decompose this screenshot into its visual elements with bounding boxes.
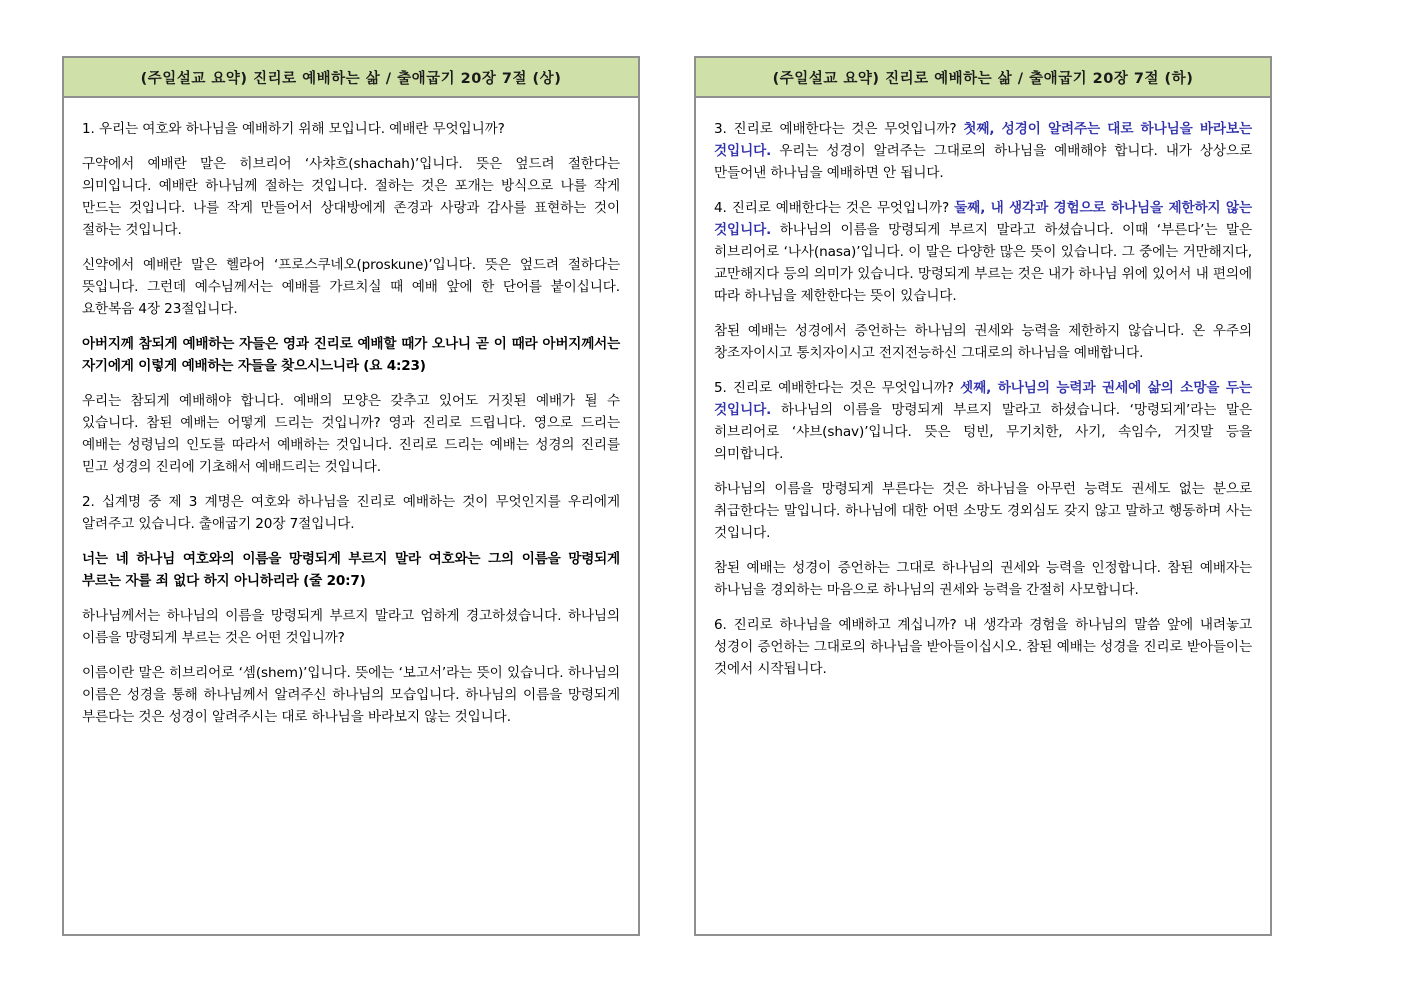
paragraph: 2. 십계명 중 제 3 계명은 여호와 하나님을 진리로 예배하는 것이 무엇인지를 우리에게 알려주고 있습니다. 출애굽기 20장 7절입니다. [82,494,620,533]
paragraph: 참된 예배는 성경에서 증언하는 하나님의 권세와 능력을 제한하지 않습니다. 온 우주의 창조자이시고 통치자이시고 전지전능하신 그대로의 하나님을 예배합니다. [714,323,1252,362]
paragraph: 하나님의 이름을 망령되게 부른다는 것은 하나님을 아무런 능력도 권세도 없는 분으로 취급한다는 말입니다. 하나님에 대한 어떤 소망도 경외심도 갖지 않고 말하고 행동하며 사는 것입니다. [714,481,1252,542]
paragraph: 구약에서 예배란 말은 히브리어 ‘사챠흐(shachah)’입니다. 뜻은 엎드려 절한다는 의미입니다. 예배란 하나님께 절하는 것입니다. 절하는 것은 포개는 방식으로 나를 작게 만드는 것입니다. 나를 작게 만들어서 상대방에게 존경과 사랑과 감사를 표현하는 것이 절하는 것입니다. [82,156,620,239]
highlighted-phrase: 둘째, 내 생각과 경험으로 하나님을 제한하지 않는 것입니다. [714,200,1252,239]
left-column [62,56,640,936]
paragraph-lead: 4. 진리로 예배한다는 것은 무엇입니까? [714,200,955,217]
left-column-body [64,98,638,934]
paragraph [714,377,1252,465]
paragraph [714,118,1252,184]
right-column [694,56,1272,936]
right-column-body [696,98,1270,934]
paragraph-tail: 하나님의 이름을 망령되게 부르지 말라고 하셨습니다. ‘망령되게’라는 말은 히브리어로 ‘샤브(shav)’입니다. 뜻은 텅빈, 무기치한, 사기, 속임수, 거짓말 등을 의미합니다. [714,402,1252,463]
paragraph [714,197,1252,307]
highlighted-phrase: 셋째, 하나님의 능력과 권세에 삶의 소망을 두는 것입니다. [714,380,1252,419]
paragraph: 6. 진리로 하나님을 예배하고 계십니까? 내 생각과 경험을 하나님의 말씀 앞에 내려놓고 성경이 증언하는 그대로의 하나님을 받아들이십시오. 참된 예배는 성경을 진리로 받아들이는 것에서 시작됩니다. [714,617,1252,678]
scripture-quote: 아버지께 참되게 예배하는 자들은 영과 진리로 예배할 때가 오나니 곧 이 때라 아버지께서는 자기에게 이렇게 예배하는 자들을 찾으시느니라 (요 4:23) [82,336,620,375]
paragraph: 하나님께서는 하나님의 이름을 망령되게 부르지 말라고 엄하게 경고하셨습니다. 하나님의 이름을 망령되게 부르는 것은 어떤 것입니까? [82,608,620,647]
paragraph: 1. 우리는 여호와 하나님을 예배하기 위해 모입니다. 예배란 무엇입니까? [82,121,505,137]
paragraph-lead: 5. 진리로 예배한다는 것은 무엇입니까? [714,380,961,397]
paragraph: 이름이란 말은 히브리어로 ‘셈(shem)’입니다. 뜻에는 ‘보고서’라는 뜻이 있습니다. 하나님의 이름은 성경을 통해 하나님께서 알려주신 하나님의 모습입니다. 하나님의 이름을 망령되게 부른다는 것은 성경이 알려주시는 대로 하나님을 바라보지 않는 것입니다. [82,665,620,726]
right-column-header: (주일설교 요약) 진리로 예배하는 삶 / 출애굽기 20장 7절 (하) [696,58,1270,98]
paragraph-tail: 하나님의 이름을 망령되게 부르지 말라고 하셨습니다. 이때 ‘부른다’는 말은 히브리어로 ‘나사(nasa)’입니다. 이 말은 다양한 많은 뜻이 있습니다. 그 중에는 거만해지다, 교만해지다 등의 의미가 있습니다. 망령되게 부르는 것은 내가 하나님 위에 있어서 내 편의에 따라 하나님을 제한한다는 뜻이 있습니다. [714,222,1252,305]
paragraph: 우리는 참되게 예배해야 합니다. 예배의 모양은 갖추고 있어도 거짓된 예배가 될 수 있습니다. 참된 예배는 어떻게 드리는 것입니까? 영과 진리로 드립니다. 영으로 드리는 예배는 성령님의 인도를 따라서 예배하는 것입니다. 진리로 드리는 예배는 성경의 진리를 믿고 성경의 진리에 기초해서 예배드리는 것입니다. [82,393,620,476]
paragraph: 신약에서 예배란 말은 헬라어 ‘프로스쿠네오(proskune)’입니다. 뜻은 엎드려 절하다는 뜻입니다. 그런데 예수님께서는 예배를 가르치실 때 예배 앞에 한 단어를 붙이십니다. 요한복음 4장 23절입니다. [82,257,620,318]
scripture-quote: 너는 네 하나님 여호와의 이름을 망령되게 부르지 말라 여호와는 그의 이름을 망령되게 부르는 자를 죄 없다 하지 아니하리라 (줄 20:7) [82,551,620,590]
paragraph-lead: 3. 진리로 예배한다는 것은 무엇입니까? [714,121,964,137]
highlighted-phrase: 첫째, 성경이 알려주는 대로 하나님을 바라보는 것입니다. [714,121,1253,160]
paragraph: 참된 예배는 성경이 증언하는 그대로 하나님의 권세와 능력을 인정합니다. 참된 예배자는 하나님을 경외하는 마음으로 하나님의 권세와 능력을 간절히 사모합니다. [714,560,1252,599]
paragraph-tail: 우리는 성경이 알려주는 그대로의 하나님을 예배해야 합니다. 내가 상상으로 만들어낸 하나님을 예배하면 안 됩니다. [714,143,1252,182]
left-column-header: (주일설교 요약) 진리로 예배하는 삶 / 출애굽기 20장 7절 (상) [64,58,638,98]
